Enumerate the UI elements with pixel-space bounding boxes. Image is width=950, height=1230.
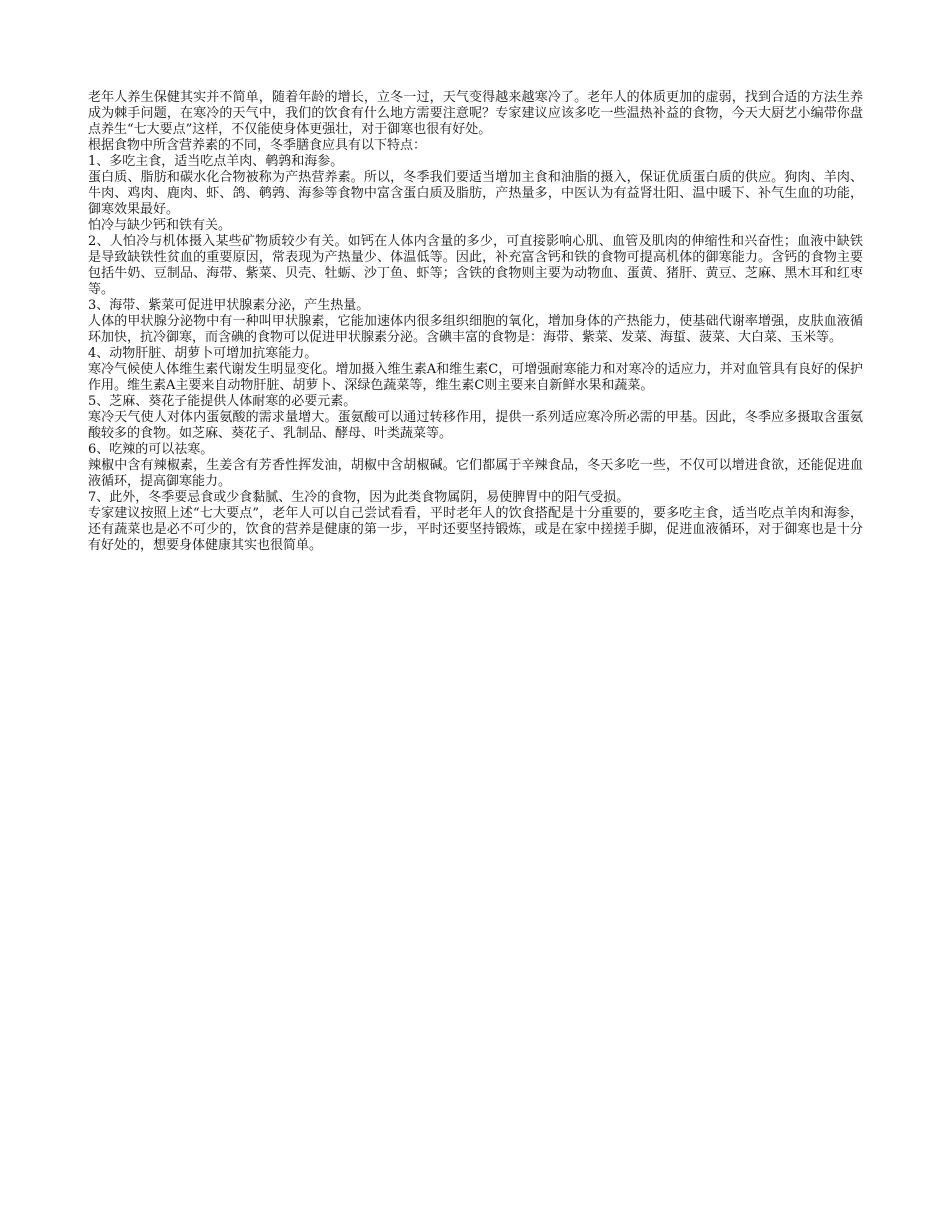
point-body-1: 蛋白质、脂肪和碳水化合物被称为产热营养素。所以，冬季我们要适当增加主食和油脂的摄入，保证优质蛋白质的供应。狗肉、羊肉、牛肉、鸡肉、鹿肉、虾、鸽、鹌鹑、海参等食物中富含蛋白质及脂肪，产热量多，中医认为有益肾壮阳、温中暖下、补气生血的功能，御寒效果最好。 — [88, 170, 863, 217]
point-heading-7: 7、此外，冬季要忌食或少食黏腻、生冷的食物，因为此类食物属阴，易使脾胃中的阳气受损。 — [88, 490, 630, 505]
document-body — [88, 90, 863, 554]
point-body-5: 寒冷天气使人对体内蛋氨酸的需求量增大。蛋氨酸可以通过转移作用，提供一系列适应寒冷所必需的甲基。因此，冬季应多摄取含蛋氨酸较多的食物。如芝麻、葵花子、乳制品、酵母、叶类蔬菜等。 — [88, 410, 863, 441]
summary-paragraph: 根据食物中所含营养素的不同，冬季膳食应具有以下特点： — [88, 138, 427, 153]
point-heading-3: 3、海带、紫菜可促进甲状腺素分泌，产生热量。 — [88, 298, 370, 313]
point-heading-5: 5、芝麻、葵花子能提供人体耐寒的必要元素。 — [88, 394, 357, 409]
point-body-3: 人体的甲状腺分泌物中有一种叫甲状腺素，它能加速体内很多组织细胞的氧化，增加身体的产热能力，使基础代谢率增强，皮肤血液循环加快，抗冷御寒，而含碘的食物可以促进甲状腺素分泌。含碘丰富的食物是：海带、紫菜、发菜、海蜇、菠菜、大白菜、玉米等。 — [88, 314, 863, 345]
intro-paragraph: 老年人养生保健其实并不简单，随着年龄的增长，立冬一过，天气变得越来越寒冷了。老年人的体质更加的虚弱，找到合适的方法生养成为棘手问题，在寒冷的天气中，我们的饮食有什么地方需要注意呢？专家建议应该多吃一些温热补益的食物，今天大厨艺小编带你盘点养生“七大要点”这样，不仅能使身体更强壮，对于御寒也很有好处。 — [88, 90, 863, 137]
point-body-2: 2、人怕冷与机体摄入某些矿物质较少有关。如钙在人体内含量的多少，可直接影响心肌、血管及肌肉的伸缩性和兴奋性；血液中缺铁是导致缺铁性贫血的重要原因，常表现为产热量少、体温低等。因此，补充富含钙和铁的食物可提高机体的御寒能力。含钙的食物主要包括牛奶、豆制品、海带、紫菜、贝壳、牡蛎、沙丁鱼、虾等；含铁的食物则主要为动物血、蛋黄、猪肝、黄豆、芝麻、黑木耳和红枣等。 — [88, 234, 863, 297]
point-body-6: 辣椒中含有辣椒素，生姜含有芳香性挥发油，胡椒中含胡椒碱。它们都属于辛辣食品，冬天多吃一些，不仅可以增进食欲，还能促进血液循环，提高御寒能力。 — [88, 458, 863, 489]
point-heading-6: 6、吃辣的可以祛寒。 — [88, 442, 214, 457]
subheading-calcium-iron: 怕冷与缺少钙和铁有关。 — [88, 218, 232, 233]
point-body-4: 寒冷气候使人体维生素代谢发生明显变化。增加摄入维生素A和维生素C，可增强耐寒能力和对寒冷的适应力，并对血管具有良好的保护作用。维生素A主要来自动物肝脏、胡萝卜、深绿色蔬菜等，维生素C则主要来自新鲜水果和蔬菜。 — [88, 362, 863, 393]
point-heading-4: 4、动物肝脏、胡萝卜可增加抗寒能力。 — [88, 346, 318, 361]
point-heading-1: 1、多吃主食，适当吃点羊肉、鹌鹑和海参。 — [88, 154, 344, 169]
conclusion-paragraph: 专家建议按照上述“七大要点”，老年人可以自己尝试看看，平时老年人的饮食搭配是十分重要的，要多吃主食，适当吃点羊肉和海参，还有蔬菜也是必不可少的，饮食的营养是健康的第一步，平时还要坚持锻炼，或是在家中搓搓手脚，促进血液循环，对于御寒也是十分有好处的，想要身体健康其实也很简单。 — [88, 506, 863, 553]
